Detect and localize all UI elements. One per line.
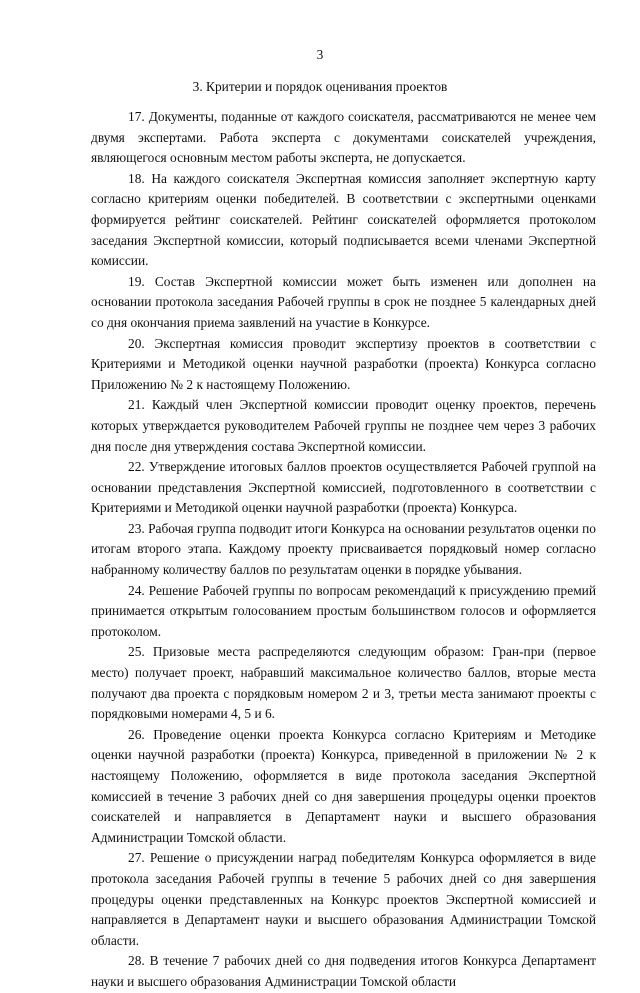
paragraph-20: 20. Экспертная комиссия проводит экспертизу проектов в соответствии с Критериями и Методикой оценки научной разработки (проекта) Конкурса согласно Приложению № 2 к настоящему Положению.	[91, 335, 596, 392]
paragraph-26: 26. Проведение оценки проекта Конкурса согласно Критериям и Методике оценки научной разработки (проекта) Конкурса, приведенной в приложении № 2 к настоящему Положению, оформляется в виде протокола заседания Экспертной комиссией в течение 3 рабочих дней со дня завершения процедуры оценки проектов соискателей и направляется в Департамент науки и высшего образования Администрации Томской области.	[91, 726, 596, 845]
paragraph-18: 18. На каждого соискателя Экспертная комиссия заполняет экспертную карту согласно критериям оценки победителей. В соответствии с экспертными оценками формируется рейтинг соискателей. Рейтинг соискателей оформляется протоколом заседания Экспертной комиссии, который подписывается всеми членами Экспертной комиссии.	[91, 170, 596, 269]
paragraph-21: 21. Каждый член Экспертной комиссии проводит оценку проектов, перечень которых утверждается руководителем Рабочей группы не позднее чем через 3 рабочих дня после дня утверждения состава Экспертной комиссии.	[91, 397, 596, 454]
section-title: 3. Критерии и порядок оценивания проектов	[192, 79, 448, 94]
paragraph-17: 17. Документы, поданные от каждого соискателя, рассматриваются не менее чем двумя экспертами. Работа эксперта с документами соискателей учреждения, являющегося основным местом работы эксперта, не допускается.	[91, 109, 596, 166]
paragraph-27: 27. Решение о присуждении наград победителям Конкурса оформляется в виде протокола заседания Рабочей группы в течение 5 рабочих дней со дня завершения процедуры оценки представленных на Конкурс проектов Экспертной комиссией и направляется в Департамент науки и высшего образования Администрации Томской области.	[91, 850, 596, 948]
paragraph-24: 24. Решение Рабочей группы по вопросам рекомендаций к присуждению премий принимается открытым голосованием простым большинством голосов и оформляется протоколом.	[91, 582, 596, 639]
paragraph-28: 28. В течение 7 рабочих дней со дня подведения итогов Конкурса Департамент науки и высшего образования Администрации Томской области	[91, 953, 596, 989]
paragraph-25: 25. Призовые места распределяются следующим образом: Гран-при (первое место) получает проект, набравший максимальное количество баллов, вторые места получают два проекта с порядковым номером 2 и 3, третьи места занимают проекты с порядковыми номерами 4, 5 и 6.	[91, 644, 596, 722]
paragraph-22: 22. Утверждение итоговых баллов проектов осуществляется Рабочей группой на основании представления Экспертной комиссией, подготовленного в соответствии с Критериями и Методикой оценки научной разработки (проекта) Конкурса.	[91, 459, 596, 516]
page-number: 3	[316, 47, 324, 62]
document-body	[91, 107, 596, 993]
paragraph-19: 19. Состав Экспертной комиссии может быть изменен или дополнен на основании протокола заседания Рабочей группы в срок не позднее 5 календарных дней со дня окончания приема заявлений на участие в Конкурсе.	[91, 273, 596, 330]
paragraph-23: 23. Рабочая группа подводит итоги Конкурса на основании результатов оценки по итогам второго этапа. Каждому проекту присваивается порядковый номер согласно набранному количеству баллов по результатам оценки в порядке убывания.	[91, 520, 596, 578]
